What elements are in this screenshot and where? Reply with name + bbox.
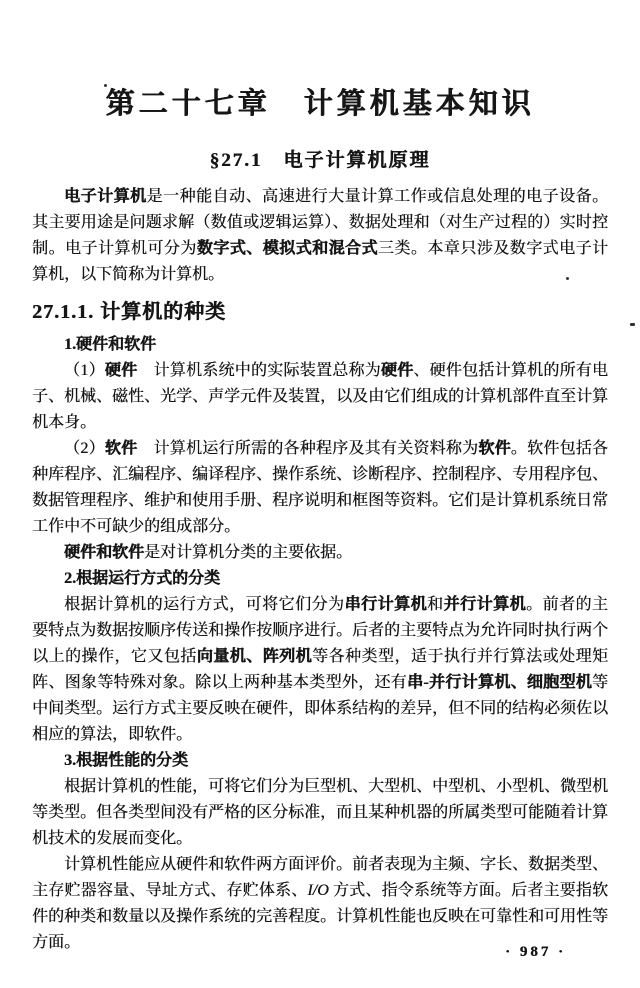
body-text: 等各种类型，适于执行并行算法或处理矩阵、图象等特殊对象。除以上两种基本类型外，还有 xyxy=(32,648,608,691)
body-text: 是一种能自动、高速进行大量计算工作或信息处理的电子设备。其主要用途是问题求解（数值或逻辑运算）、数据处理和（对生产过程的）实时控制。电子计算机可分为 xyxy=(32,188,608,257)
paragraph xyxy=(32,436,608,540)
section-title: §27.1 电子计算机原理 xyxy=(209,150,431,171)
page-number: · 987 · xyxy=(505,944,567,960)
body-text: 是对计算机分类的主要依据。 xyxy=(144,544,353,561)
emphasized-text: 向量机、阵列机 xyxy=(196,648,312,665)
body-text: 根据计算机的运行方式，可将它们分为 xyxy=(64,596,345,613)
sub-heading: 3.根据性能的分类 xyxy=(64,752,189,769)
body-text: 。前者的主要特点为数据按顺序传送和操作按顺序进行。后者的主要特点为允许同时执行两个以上的操作，它又包括 xyxy=(32,596,609,665)
scan-speck xyxy=(566,277,569,280)
paragraph xyxy=(32,358,608,436)
body-text: 计算机性能应从硬件和软件两方面评价。前者表现为主频、字长、数据类型、主存贮器容量、导址方式、存贮体系、 xyxy=(32,856,609,899)
paragraph xyxy=(32,592,608,748)
emphasized-text: 串-并行计算机、细胞型机 xyxy=(406,674,592,691)
emphasized-text: 硬件和软件 xyxy=(64,544,145,561)
body-text: （1） xyxy=(64,362,105,379)
paragraph xyxy=(32,852,608,956)
emphasized-text: 硬件 xyxy=(104,362,138,379)
emphasized-text: 数字式、模拟式和混合式 xyxy=(196,240,378,257)
body-text: 、硬件包括计算机的所有电子、机械、磁性、光学、声学元件及装置，以及由它们组成的计算机部件直至计算机本身。 xyxy=(32,362,609,431)
scan-speck xyxy=(104,84,107,87)
body-text: 方式、指令系统等方面。后者主要指软件的种类和数量以及操作系统的完善程度。计算机性能也反映在可靠性和可用性等方面。 xyxy=(32,882,609,951)
emphasized-text: 串行计算机 xyxy=(344,596,427,613)
paragraph xyxy=(32,774,608,852)
chapter-title: 第二十七章 计算机基本知识 xyxy=(105,88,535,120)
emphasized-text: 软件 xyxy=(104,440,138,457)
body-text: 根据计算机的性能，可将它们分为巨型机、大型机、中型机、小型机、微型机等类型。但各类型间没有严格的区分标准，而且某种机器的所属类型可能随着计算机技术的发展而变化。 xyxy=(32,778,609,847)
scan-speck xyxy=(630,323,635,326)
italic-text: I/O xyxy=(307,882,329,899)
body-text: 三类。本章只涉及数字式电子计算机，以下简称为计算机。 xyxy=(32,240,608,283)
body-text: 。软件包括各种库程序、汇编程序、编译程序、操作系统、诊断程序、控制程序、专用程序包、数据管理程序、维护和使用手册、程序说明和框图等资料。它们是计算机系统日常工作中不可缺少的组成部分。 xyxy=(32,440,609,535)
paragraph xyxy=(32,540,608,566)
paragraph xyxy=(32,184,608,288)
emphasized-text: 并行计算机 xyxy=(443,596,526,613)
body-text: （2） xyxy=(64,440,105,457)
sub-heading: 1.硬件和软件 xyxy=(64,336,157,353)
emphasized-text: 软件 xyxy=(478,440,511,457)
body-text: 计算机系统中的实际装置总称为 xyxy=(137,362,381,379)
body-text: 计算机运行所需的各种程序及其有关资料称为 xyxy=(137,440,479,457)
sub-heading: 2.根据运行方式的分类 xyxy=(64,570,221,587)
body-text: 等中间类型。运行方式主要反映在硬件，即体系结构的差异，但不同的结构必须佐以相应的算法，即软件。 xyxy=(32,674,609,743)
document-body xyxy=(32,184,608,956)
emphasized-text: 电子计算机 xyxy=(64,188,147,205)
body-text: 和 xyxy=(426,596,444,613)
emphasized-text: 硬件 xyxy=(380,362,414,379)
subsection-heading: 27.1.1. 计算机的种类 xyxy=(32,301,226,323)
